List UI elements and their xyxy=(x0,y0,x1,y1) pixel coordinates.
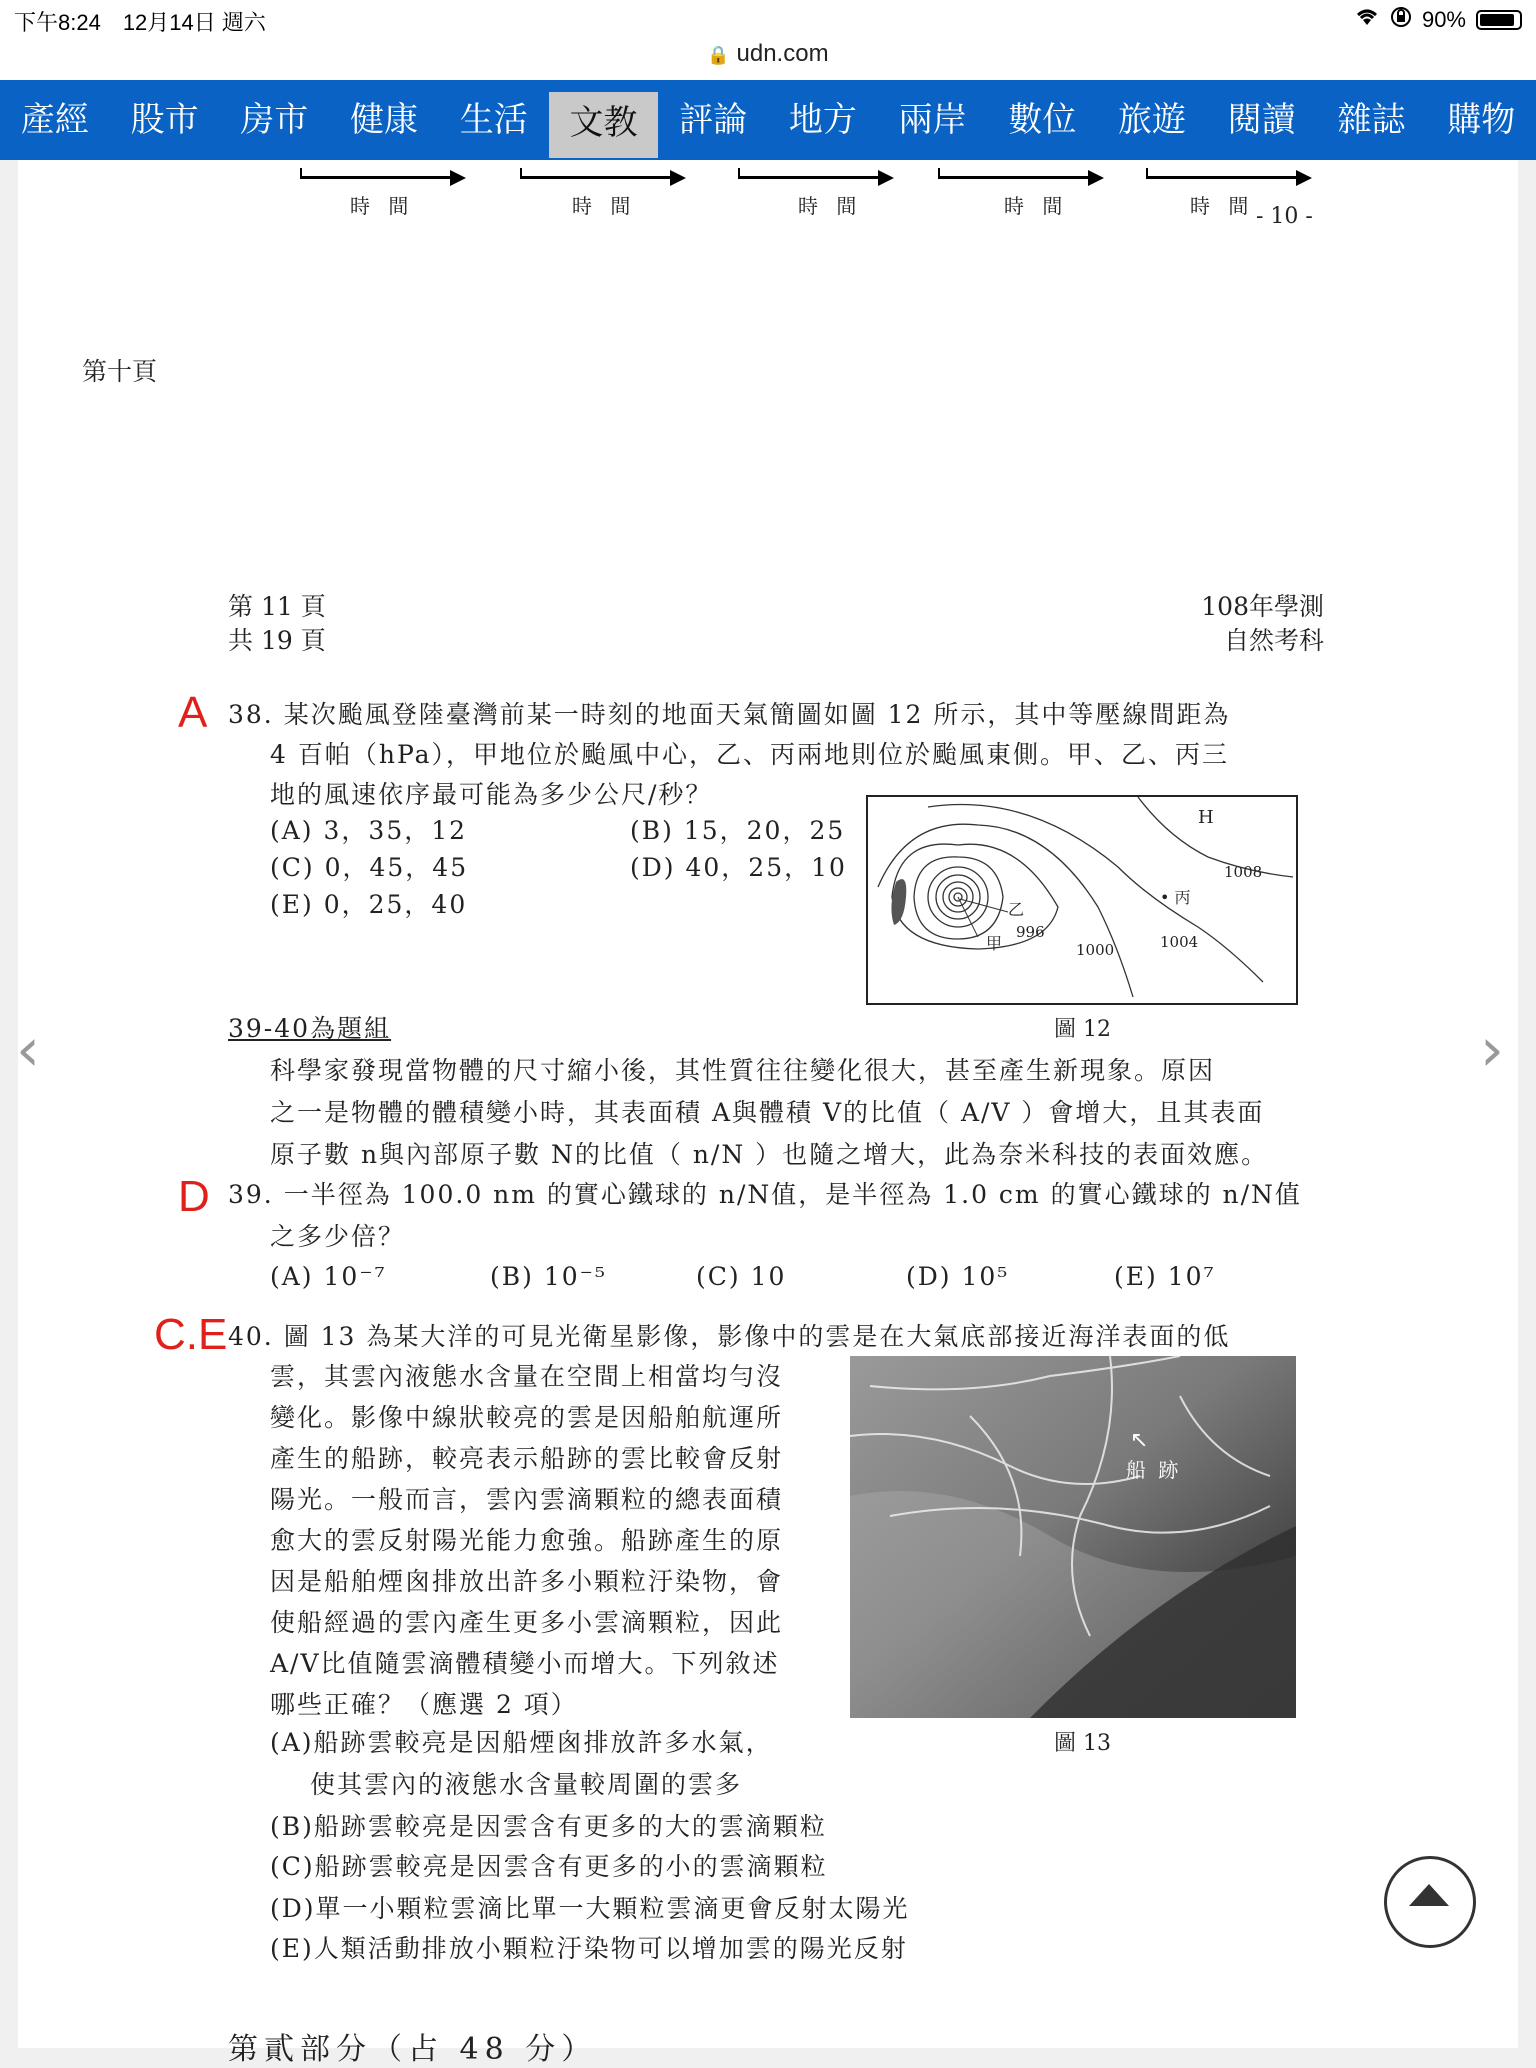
next-section-title: 第貳部分（占 48 分） xyxy=(228,2032,598,2067)
page-label: 第十頁 xyxy=(82,357,158,386)
nav-tab[interactable]: 生活 xyxy=(459,100,528,140)
figure-13-caption: 圖 13 xyxy=(1054,1731,1111,1756)
time-arrow xyxy=(300,168,470,228)
wifi-icon xyxy=(1354,7,1380,33)
nav-tab[interactable]: 旅遊 xyxy=(1118,100,1187,140)
q40-body xyxy=(270,1356,850,1725)
nav-tab[interactable]: 雜誌 xyxy=(1337,100,1406,140)
document-page xyxy=(18,160,1518,2067)
nav-tab[interactable]: 閱讀 xyxy=(1227,100,1296,140)
isobar-1008: 1008 xyxy=(1224,863,1263,881)
time-arrow xyxy=(738,168,908,228)
q39-option-e: (E) 10⁷ xyxy=(1114,1262,1216,1291)
label-H: H xyxy=(1198,807,1214,828)
nav-tab[interactable]: 文教 xyxy=(549,92,659,158)
q38-line2: 4 百帕（hPa），甲地位於颱風中心，乙、丙兩地則位於颱風東側。甲、乙、丙三 xyxy=(270,740,1230,769)
answer-mark-38: A xyxy=(178,688,208,737)
q40-option-a2: 使其雲內的液態水含量較周圍的雲多 xyxy=(310,1770,743,1799)
q39-option-a: (A) 10⁻⁷ xyxy=(270,1262,387,1291)
chevron-up-icon xyxy=(1409,1884,1449,1906)
exam-header-right xyxy=(1194,590,1324,658)
url-text: udn.com xyxy=(736,40,829,67)
q40-body-line: 雲，其雲內液態水含量在空間上相當均勻沒 xyxy=(270,1362,784,1391)
time-arrow xyxy=(520,168,690,228)
nav-tab[interactable]: 評論 xyxy=(679,100,748,140)
nav-tab[interactable]: 兩岸 xyxy=(898,100,967,140)
q39-line1: 39. 一半徑為 100.0 nm 的實心鐵球的 n/N值，是半徑為 1.0 cm 的實心鐵球的 n/N值 xyxy=(228,1180,1302,1209)
q40-option-d: (D)單一小顆粒雲滴比單一大顆粒雲滴更會反射太陽光 xyxy=(270,1894,910,1923)
page-number: - 10 - xyxy=(1256,204,1313,229)
arrow-up-left-icon: ↖ xyxy=(1130,1428,1149,1453)
category-nav xyxy=(0,80,1536,160)
label-yi: 乙 xyxy=(1008,900,1025,919)
q40-body-line: 陽光。一般而言，雲內雲滴顆粒的總表面積 xyxy=(270,1485,784,1514)
q38-option-b: (B) 15，20，25 xyxy=(630,816,846,845)
q39-line2: 之多少倍？ xyxy=(270,1222,406,1251)
q40-body-line: 哪些正確？（應選 2 項） xyxy=(270,1690,578,1719)
isobar-1000: 1000 xyxy=(1076,941,1115,959)
nav-tab[interactable]: 健康 xyxy=(350,100,419,140)
q39-option-c: (C) 10 xyxy=(696,1262,787,1291)
group-p3: 原子數 n與內部原子數 N的比值（ n/N ）也隨之增大，此為奈米科技的表面效應。 xyxy=(270,1140,1269,1169)
q40-option-e: (E)人類活動排放小顆粒汙染物可以增加雲的陽光反射 xyxy=(270,1934,908,1963)
next-page-arrow-icon[interactable]: › xyxy=(1480,1015,1504,1085)
nav-tab[interactable]: 地方 xyxy=(788,100,857,140)
group-p2: 之一是物體的體積變小時，其表面積 A與體積 V的比值（ A/V ）會增大，且其表面 xyxy=(270,1098,1265,1127)
nav-tab[interactable]: 股市 xyxy=(130,100,199,140)
time-axis-label: 時 間 xyxy=(572,194,637,218)
time-axis-label: 時 間 xyxy=(1004,194,1069,218)
q39-option-d: (D) 10⁵ xyxy=(906,1262,1010,1291)
scroll-to-top-button[interactable] xyxy=(1384,1856,1476,1948)
figure-12-weather-map xyxy=(866,795,1298,1005)
header-page: 第 11 頁 xyxy=(228,592,326,621)
q38-line1: 38. 某次颱風登陸臺灣前某一時刻的地面天氣簡圖如圖 12 所示，其中等壓線間距為 xyxy=(228,700,1231,729)
status-bar xyxy=(0,0,1536,40)
group-title: 39-40為題組 xyxy=(228,1014,392,1043)
nav-tab[interactable]: 購物 xyxy=(1447,100,1516,140)
label-jia: 甲 xyxy=(986,934,1003,953)
q40-line1: 40. 圖 13 為某大洋的可見光衛星影像，影像中的雲是在大氣底部接近海洋表面的低 xyxy=(228,1322,1231,1351)
q40-body-line: 因是船舶煙囪排放出許多小顆粒汙染物，會 xyxy=(270,1567,784,1596)
nav-tab[interactable]: 房市 xyxy=(240,100,309,140)
q40-body-line: A/V比值隨雲滴體積變小而增大。下列敘述 xyxy=(270,1649,780,1678)
lock-icon: 🔒 xyxy=(707,45,730,65)
nav-tab[interactable]: 產經 xyxy=(20,100,89,140)
q40-body-line: 使船經過的雲內產生更多小雲滴顆粒，因此 xyxy=(270,1608,784,1637)
q38-option-e: (E) 0，25，40 xyxy=(270,890,468,919)
time-axis-label: 時 間 xyxy=(1190,194,1255,218)
answer-mark-39: D xyxy=(178,1172,210,1221)
exam-header-left xyxy=(228,590,326,658)
answer-mark-40: C.E xyxy=(154,1310,228,1359)
label-bing-text: 丙 xyxy=(1174,888,1191,907)
q40-body-line: 變化。影像中線狀較亮的雲是因船舶航運所 xyxy=(270,1403,784,1432)
q40-option-b: (B)船跡雲較亮是因雲含有更多的大的雲滴顆粒 xyxy=(270,1812,827,1841)
orientation-lock-icon xyxy=(1390,6,1412,34)
battery-percent: 90% xyxy=(1421,7,1466,32)
header-exam: 108年學測 xyxy=(1201,592,1324,621)
group-p1: 科學家發現當物體的尺寸縮小後，其性質往往變化很大，甚至產生新現象。原因 xyxy=(270,1056,1216,1085)
q39-option-b: (B) 10⁻⁵ xyxy=(490,1262,607,1291)
q40-option-c: (C)船跡雲較亮是因雲含有更多的小的雲滴顆粒 xyxy=(270,1852,828,1881)
time-axis-label: 時 間 xyxy=(350,194,415,218)
q40-body-line: 產生的船跡，較亮表示船跡的雲比較會反射 xyxy=(270,1444,784,1473)
q38-option-d: (D) 40，25，10 xyxy=(630,853,847,882)
ship-track-label: 船 跡 xyxy=(1126,1458,1182,1482)
previous-page-arrow-icon[interactable]: ‹ xyxy=(16,1015,40,1085)
time-arrow xyxy=(938,168,1108,228)
isobar-996: 996 xyxy=(1016,923,1045,941)
label-bing: • 丙 xyxy=(1160,888,1191,907)
battery-icon xyxy=(1476,10,1522,30)
status-time: 下午8:24 12月14日 週六 xyxy=(14,10,266,35)
header-total: 共 19 頁 xyxy=(228,626,326,655)
q38-option-a: (A) 3，35，12 xyxy=(270,816,468,845)
address-bar[interactable] xyxy=(0,40,1536,80)
header-subject: 自然考科 xyxy=(1223,626,1324,655)
time-axis-label: 時 間 xyxy=(798,194,863,218)
figure-13-satellite-image xyxy=(850,1356,1296,1718)
q40-body-line: 愈大的雲反射陽光能力愈強。船跡產生的原 xyxy=(270,1526,784,1555)
figure-12-caption: 圖 12 xyxy=(1054,1017,1111,1042)
q38-option-c: (C) 0，45，45 xyxy=(270,853,469,882)
isobar-1004: 1004 xyxy=(1160,933,1199,951)
q40-option-a1: (A)船跡雲較亮是因船煙囪排放許多水氣， xyxy=(270,1728,773,1757)
nav-tab[interactable]: 數位 xyxy=(1008,100,1077,140)
q38-line3: 地的風速依序最可能為多少公尺/秒？ xyxy=(270,780,713,809)
